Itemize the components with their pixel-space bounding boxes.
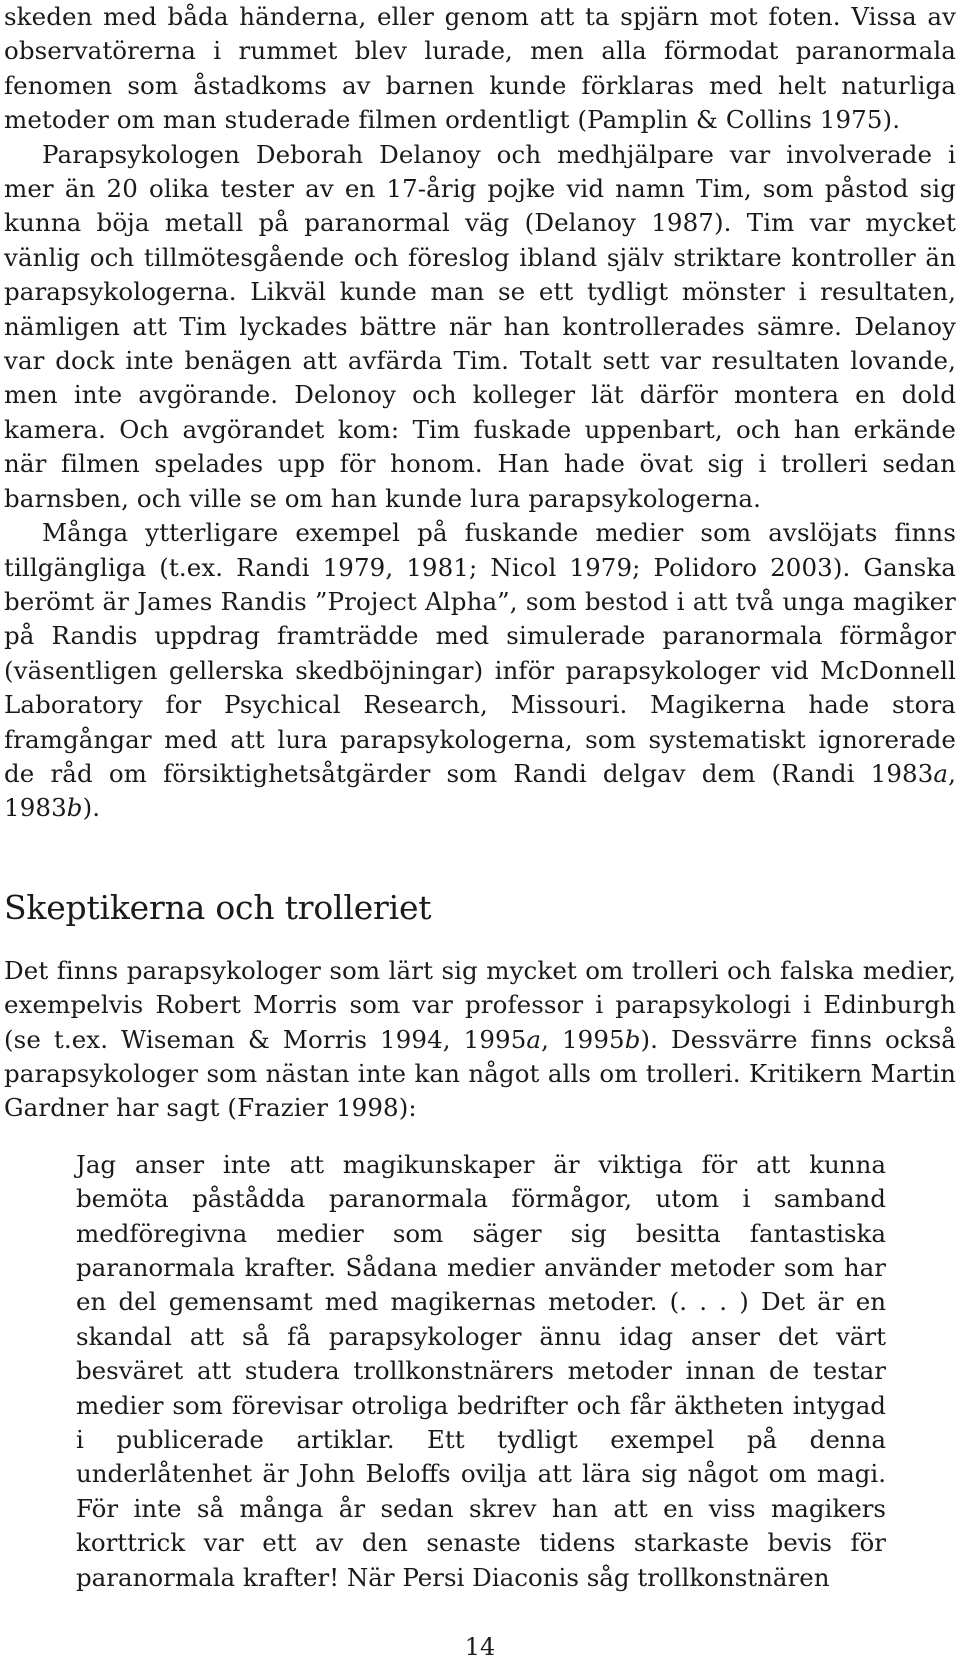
section-heading: Skeptikerna och trolleriet xyxy=(4,887,432,927)
citation-suffix: b xyxy=(66,793,83,823)
citation-suffix: a xyxy=(933,758,949,788)
paragraph-text: , 1983 xyxy=(4,758,956,823)
citation-suffix: a xyxy=(526,1024,542,1054)
body-paragraph: skeden med båda händerna, eller genom att ta spjärn mot foten. Vissa av observatörerna i rummet blev lurade, men alla förmodat paranormala fenomen som åstadkoms av barnen kunde förklaras med helt naturliga metoder om man studerade filmen ordentligt (Pamplin & Collins 1975). xyxy=(4,2,956,135)
body-paragraph: Parapsykologen Deborah Delanoy och medhjälpare var involverade i mer än 20 olika tester av en 17-årig pojke vid namn Tim, som påstod sig kunna böja metall på paranormal väg (Delanoy 1987). Tim var mycket vänlig och tillmötesgående och föreslog ibland själv striktare kontroller än parapsykologerna. Likväl kunde man se ett tydligt mönster i resultaten, nämligen att Tim lyckades bättre när han kontrollerades sämre. Delanoy var dock inte benägen att avfärda Tim. Totalt sett var resultaten lovande, men inte avgörande. Delonoy och kolleger lät därför montera en dold kamera. Och avgörandet kom: Tim fuskade uppenbart, och han erkände när filmen spelades upp för honom. Han hade övat sig i trolleri sedan barnsben, och ville se om han kunde lura parapsykologerna. xyxy=(4,139,956,513)
paragraph-text: Många ytterligare exempel på fuskande medier som avslöjats finns tillgängliga (t.ex. Randi 1979, 1981; Nicol 1979; Polidoro 2003). Ganska berömt är James Randis ”Project Alpha”, som bestod i att två unga magiker på Randis uppdrag framträdde med simulerade paranormala förmågor (väsentligen gellerska skedböjningar) inför parapsykologer vid McDonnell Laboratory for Psychical Research, Missouri. Magikerna hade stora framgångar med att lura parapsykologerna, som systematiskt ignorerade de råd om försiktighetsåtgärder som Randi delgav dem (Randi 1983 xyxy=(4,518,956,788)
block-quote: Jag anser inte att magikunskaper är viktiga för att kunna bemöta påstådda paranormala förmågor, utom i samband medföregivna medier som säger sig besitta fantastiska paranormala krafter. Sådana medier använder metoder som har en del gemensamt med magikernas metoder. (. . . ) Det är en skandal att så få parapsykologer ännu idag anser det värt besväret att studera trollkonstnärers metoder innan de testar medier som förevisar otroliga bedrifter och får äktheten intygad i publicerade artiklar. Ett tydligt exempel på denna underlåtenhet är John Beloffs ovilja att lära sig något om magi. För inte så många år sedan skrev han att en viss magikers korttrick var ett av den senaste tidens starkaste bevis för paranormala krafter! När Persi Diaconis såg trollkonstnären xyxy=(76,1149,886,1592)
paragraph-text: Det finns parapsykologer som lärt sig mycket om trolleri och falska medier, exempelvis Robert Morris som var professor i parapsykologi i Edinburgh (se t.ex. Wiseman & Morris 1994, 1995 xyxy=(4,955,956,1054)
citation-suffix: b xyxy=(624,1024,641,1054)
page-number: 14 xyxy=(464,1633,496,1661)
body-paragraph xyxy=(4,954,956,1126)
paragraph-text: ). xyxy=(82,793,101,823)
document-page xyxy=(4,0,956,1595)
body-paragraph xyxy=(4,516,956,826)
paragraph-text: , 1995 xyxy=(541,1024,625,1054)
paragraph-text: ). Dessvärre finns också parapsykologer som nästan inte kan något alls om trolleri. Kritikern Martin Gardner har sagt (Frazier 1998): xyxy=(4,1024,956,1123)
